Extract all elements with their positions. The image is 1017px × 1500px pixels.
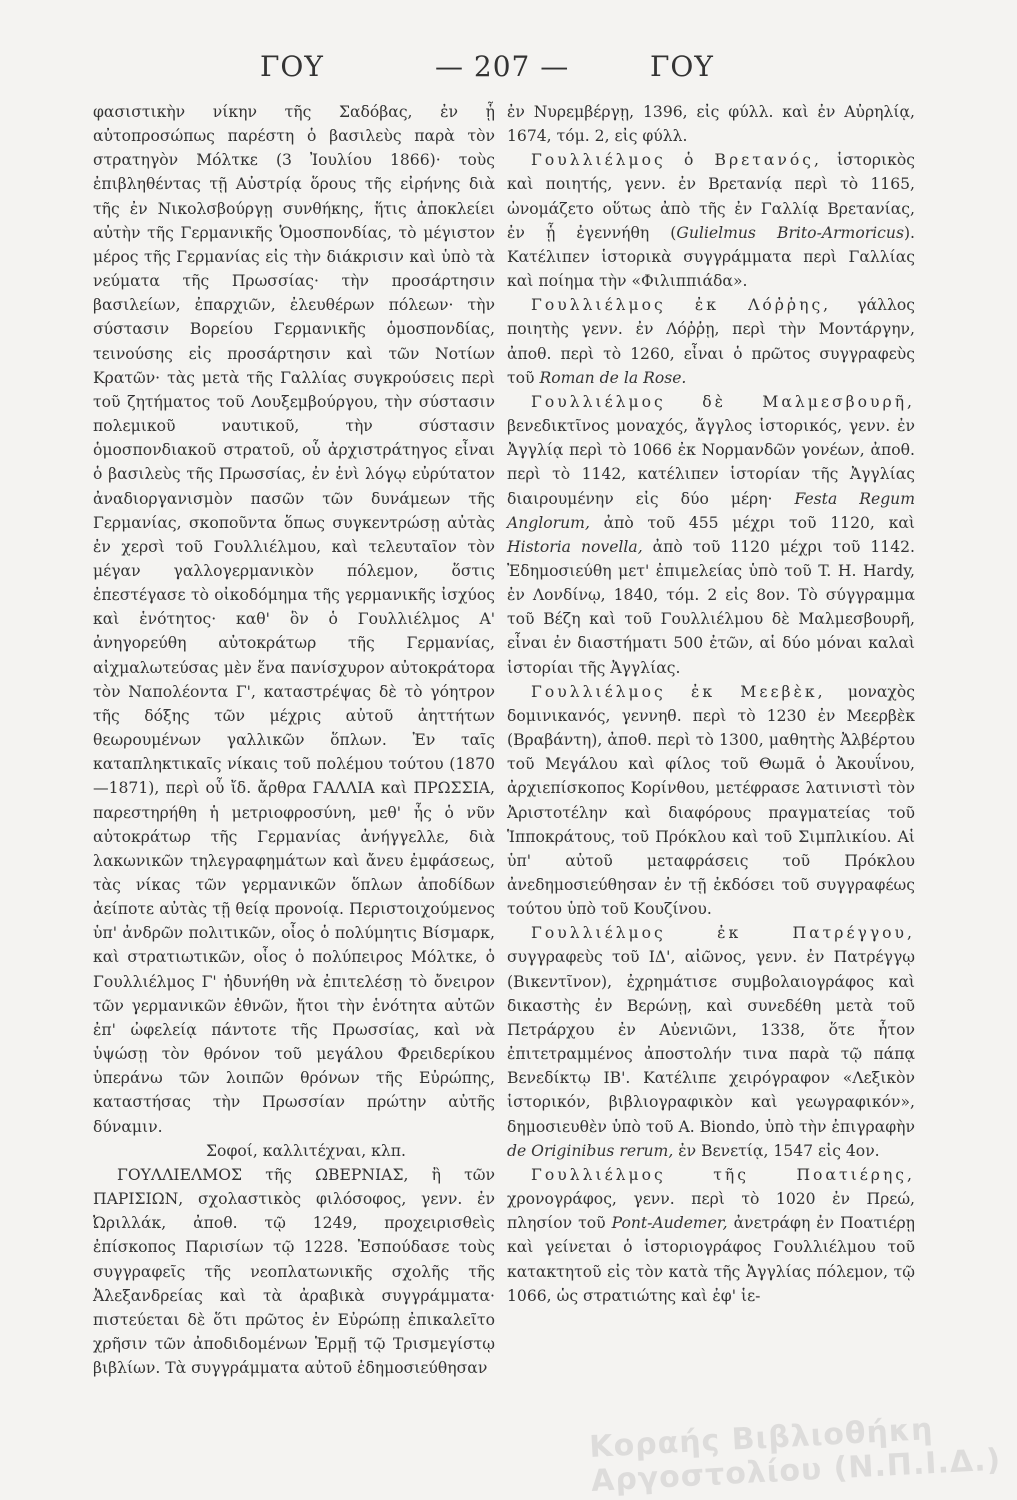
paragraph-wilhelm-reign: φασιστικὴν νίκην τῆς Σαδόβας, ἐν ᾗ αὐτοπροσώπως παρέστη ὁ βασιλεὺς παρὰ τὸν στρατηγὸν Μόλτκε (3 Ἰουλίου 1866)· τοὺς ἐπιβληθέντας τῇ Αὐστρίᾳ ὅρους τῆς εἰρήνης διὰ τῆς ἐν Νικολσβούργῃ συνθήκης, ἥτις ἀποκλείει αὐτὴν τῆς Γερμανικῆς Ὁμοσπονδίας, τὸ μέγιστον μέρος τῆς Γερμανίας εἰς τὴν διάκρισιν καὶ ὑπὸ τὰ νεύματα τῆς Πρωσσίας· τὴν προσάρτησιν βασιλείων, ἐπαρχιῶν, ἐλευθέρων πόλεων· τὴν σύστασιν Βορείου Γερμανικῆς ὁμοσπονδίας, τεινούσης εἰς προσάρτησιν καὶ τῶν Νοτίων Κρατῶν· τὰς μετὰ τῆς Γαλλίας συγκρούσεις περὶ τοῦ ζητήματος τοῦ Λουξεμβούργου, τὴν σύστασιν πολεμικοῦ ναυτικοῦ, τὴν σύστασιν ὁμοσπονδιακοῦ στρατοῦ, οὗ ἀρχιστράτηγος εἶναι ὁ βασιλεὺς τῆς Πρωσσίας, ἐν ἑνὶ λόγῳ εὐρύτατον ἀναδιοργανισμὸν πασῶν τῶν δυνάμεων τῆς Γερμανίας, σκοποῦντα ὅπως συγκεντρώσῃ αὐτὰς ἐν χερσὶ τοῦ Γουλλιέλμου, καὶ τελευταῖον τὸν μέγαν γαλλογερμανικὸν πόλεμον, ὅστις ἐπεστέγασε τὸ οἰκοδόμημα τῆς γερμανικῆς ἰσχύος καὶ ἑνότητος· καθ' ὃν ὁ Γουλλιέλμος Α' ἀνηγορεύθη αὐτοκράτωρ τῆς Γερμανίας, αἰχμαλωτεύσας μὲν ἕνα πανίσχυρον αὐτοκράτορα τὸν Ναπολέοντα Γ', καταστρέψας δὲ τὸ γόητρον τῆς δόξης τῶν μέχρις αὐτοῦ ἀηττήτων θεωρουμένων γαλλικῶν ὅπλων. Ἐν ταῖς καταπληκτικαῖς νίκαις τοῦ πολέμου τούτου (1870—1871), περὶ οὗ ἴδ. ἄρθρα ΓΑΛΛΙΑ καὶ ΠΡΩΣΣΙΑ, παρεστηρήθη ἡ μετριοφροσύνη, μεθ' ἧς ὁ νῦν αὐτοκράτωρ τῆς Γερμανίας ἀνήγγελλε, διὰ λακωνικῶν τηλεγραφημάτων καὶ ἄνευ ἐμφάσεως, τὰς νίκας τῶν γερμανικῶν ὅπλων ἀποδίδων ἀείποτε αὐτὰς τῇ θείᾳ προνοίᾳ. Περιστοιχούμενος ὑπ' ἀνδρῶν πολιτικῶν, οἷος ὁ πολύμητις Βίσμαρκ, καὶ στρατιωτικῶν, οἷος ὁ πολύπειρος Μόλτκε, ὁ Γουλλιέλμος Γ' ἠδυνήθη νὰ ἐπιτελέσῃ τὸ ὄνειρον τῶν γερμανικῶν ἐθνῶν, ἤτοι τὴν ἑνότητα αὐτῶν ἐπ' ὠφελείᾳ πάντοτε τῆς Πρωσσίας, καὶ νὰ ὑψώσῃ τὸν θρόνον τοῦ μεγάλου Φρειδερίκου ὑπεράνω τῶν λοιπῶν θρόνων τῆς Εὐρώπης, καταστήσας τὴν Πρωσσίαν πρώτην αὐτῆς δύναμιν. xyxy=(93,103,495,1136)
entry-william-malmesbury: Γουλλιέλμος δὲ Μαλμεσβουρῆ, βενεδικτῖνος μοναχός, ἄγγλος ἱστορικός, γενν. ἐν Ἀγγλίᾳ περὶ τὸ 1066 ἐκ Νορμανδῶν γονέων, ἀποθ. περὶ τὸ 1142, κατέλιπεν ἱστορίαν τῆς Ἀγγλίας διαιρουμένην εἰς δύο μέρη· Festa Regum Anglorum, ἀπὸ τοῦ 455 μέχρι τοῦ 1120, καὶ Historia novella, ἀπὸ τοῦ 1120 μέχρι τοῦ 1142. Ἐδημοσιεύθη μετ' ἐπιμελείας ὑπὸ τοῦ T. H. Hardy, ἐν Λονδίνῳ, 1840, τόμ. 2 εἰς 8ον. Τὸ σύγγραμμα τοῦ Βέζη καὶ τοῦ Γουλλιέλμου δὲ Μαλμεσβουρῆ, εἶναι ἐν διαστήματι 500 ἐτῶν, αἱ δύο μόναι καλαὶ ἱστορίαι τῆς Ἀγγλίας. xyxy=(507,392,916,677)
right-column xyxy=(507,100,915,1308)
paragraph-continuation: ἐν Νυρεμβέργῃ, 1396, εἰς φύλλ. καὶ ἐν Αὐρηλίᾳ, 1674, τόμ. 2, εἰς φύλλ. xyxy=(507,103,915,146)
page-number: — 207 — xyxy=(435,50,570,83)
entry-headword: ΓΟΥΛΛΙΕΛΜΟΣ xyxy=(117,1165,243,1184)
entry-guillaume-auvergne xyxy=(93,1163,495,1380)
entry-william-poitiers: Γουλλιέλμος τῆς Ποατιέρης, χρονογράφος, γενν. περὶ τὸ 1020 ἐν Πρεώ, πλησίον τοῦ Pont-Audemer, ἀνετράφη ἐν Ποατιέρῃ καὶ γείνεται ὁ ἱστοριογράφος Γουλλιέλμου τοῦ κατακτητοῦ εἰς τὸν κατὰ τῆς Ἀγγλίας πόλεμον, τῷ 1066, ὡς στρατιώτης καὶ ἐφ' ἱε- xyxy=(507,1165,915,1305)
entry-guillaume-lorris: Γουλλιέλμος ἐκ Λόῤῥης, γάλλος ποιητὴς γενν. ἐν Λόῤῥῃ, περὶ τὴν Μοντάργην, ἀποθ. περὶ τὸ 1260, εἶναι ὁ πρῶτος συγγραφεὺς τοῦ Roman de la Rose. xyxy=(507,296,915,387)
entry-headword: Γουλλιέλμος τῆς Ποατιέρης, xyxy=(531,1165,915,1184)
running-head-right: ΓΟΥ xyxy=(650,50,714,83)
entry-headword: Γουλλιέλμος ἐκ Μεεβὲκ, xyxy=(531,682,826,701)
entry-headword: Γουλλιέλμος ἐκ Πατρέγγου, xyxy=(531,924,915,943)
entry-headword: Γουλλιέλμος δὲ Μαλμεσβουρῆ, xyxy=(531,392,915,411)
entry-text: τῆς ΩΒΕΡΝΙΑΣ, ἢ τῶν ΠΑΡΙΣΙΩΝ, σχολαστικὸς φιλόσοφος, γενν. ἐν Ὠριλλάκ, ἀποθ. τῷ 1249, προχειρισθεὶς ἐπίσκοπος Παρισίων τῷ 1228. Ἐσπούδασε τοὺς συγγραφεῖς τῆς νεοπλατωνικῆς σχολῆς τῆς Ἀλεξανδρείας καὶ τὰ ἀραβικὰ συγγράμματα· πιστεύεται δὲ ὅτι πρῶτος ἐν Εὐρώπῃ ἐπικαλεῖτο χρῆσιν τῶν ἀποδιδομένων Ἑρμῇ τῷ Τρισμεγίστῳ βιβλίων. Τὰ συγγράμματα αὐτοῦ ἐδημοσιεύθησαν xyxy=(93,1165,495,1378)
entry-guglielmo-pastrengo: Γουλλιέλμος ἐκ Πατρέγγου, συγγραφεὺς τοῦ ΙΔ', αἰῶνος, γενν. ἐν Πατρέγγῳ (Βικεντῖνον), ἐχρημάτισε συμβολαιογράφος καὶ δικαστὴς ἐν Βερώνῃ, καὶ συνεδέθη μετὰ τοῦ Πετράρχου ἐν Αὐενιῶνι, 1338, ὅτε ἦτον ἐπιτετραμμένος ἀποστολήν τινα παρὰ τῷ πάπᾳ Βενεδίκτῳ ΙΒ'. Κατέλιπε χειρόγραφον «Λεξικὸν ἱστορικόν, βιβλιογραφικὸν καὶ γεωγραφικόν», δημοσιευθὲν ὑπὸ τοῦ A. Biondo, ὑπὸ τὴν ἐπιγραφὴν de Originibus rerum, ἐν Βενετίᾳ, 1547 εἰς 4ον. xyxy=(507,924,915,1160)
section-heading-scholars: Σοφοί, καλλιτέχναι, κλπ. xyxy=(206,1141,406,1160)
left-column xyxy=(93,100,495,1380)
entry-headword: Γουλλιέλμος ὁ Βρετανός, xyxy=(531,151,822,170)
entry-headword: Γουλλιέλμος ἐκ Λόῤῥης, xyxy=(531,296,832,315)
running-head-left: ΓΟΥ xyxy=(260,50,324,83)
entry-guillaume-breton: Γουλλιέλμος ὁ Βρετανός, ἱστορικὸς καὶ ποιητής, γενν. ἐν Βρετανίᾳ περὶ τὸ 1165, ὠνομάζετο οὕτως ἀπὸ τῆς ἐν Γαλλίᾳ Βρετανίας, ἐν ᾗ ἐγεννήθη (Gulielmus Brito-Armoricus). Κατέλιπεν ἱστορικὰ συγγράμματα περὶ Γαλλίας καὶ ποίημα τὴν «Φιλιππιάδα». xyxy=(507,151,915,291)
entry-william-moerbeke: Γουλλιέλμος ἐκ Μεεβὲκ, μοναχὸς δομινικανός, γεννηθ. περὶ τὸ 1230 ἐν Μεερβὲκ (Βραβάντη), ἀποθ. περὶ τὸ 1300, μαθητὴς Ἀλβέρτου τοῦ Μεγάλου καὶ φίλος τοῦ Θωμᾶ ὁ Ἀκουΐνου, ἀρχιεπίσκοπος Κορίνθου, μετέφρασε λατινιστὶ τὸν Ἀριστοτέλην καὶ διαφόρους πραγματείας τοῦ Ἱπποκράτους, τοῦ Πρόκλου καὶ τοῦ Σιμπλικίου. Αἱ ὑπ' αὐτοῦ μεταφράσεις τοῦ Πρόκλου ἀνεδημοσιεύθησαν ἐν τῇ ἐκδόσει τοῦ συγγραφέως τούτου ὑπὸ τοῦ Κουζίνου. xyxy=(507,682,916,919)
page-header xyxy=(90,50,950,90)
library-watermark: Κοραής Βιβλιοθήκη Αργοστολίου (Ν.Π.Ι.Δ.) xyxy=(588,1412,1002,1499)
